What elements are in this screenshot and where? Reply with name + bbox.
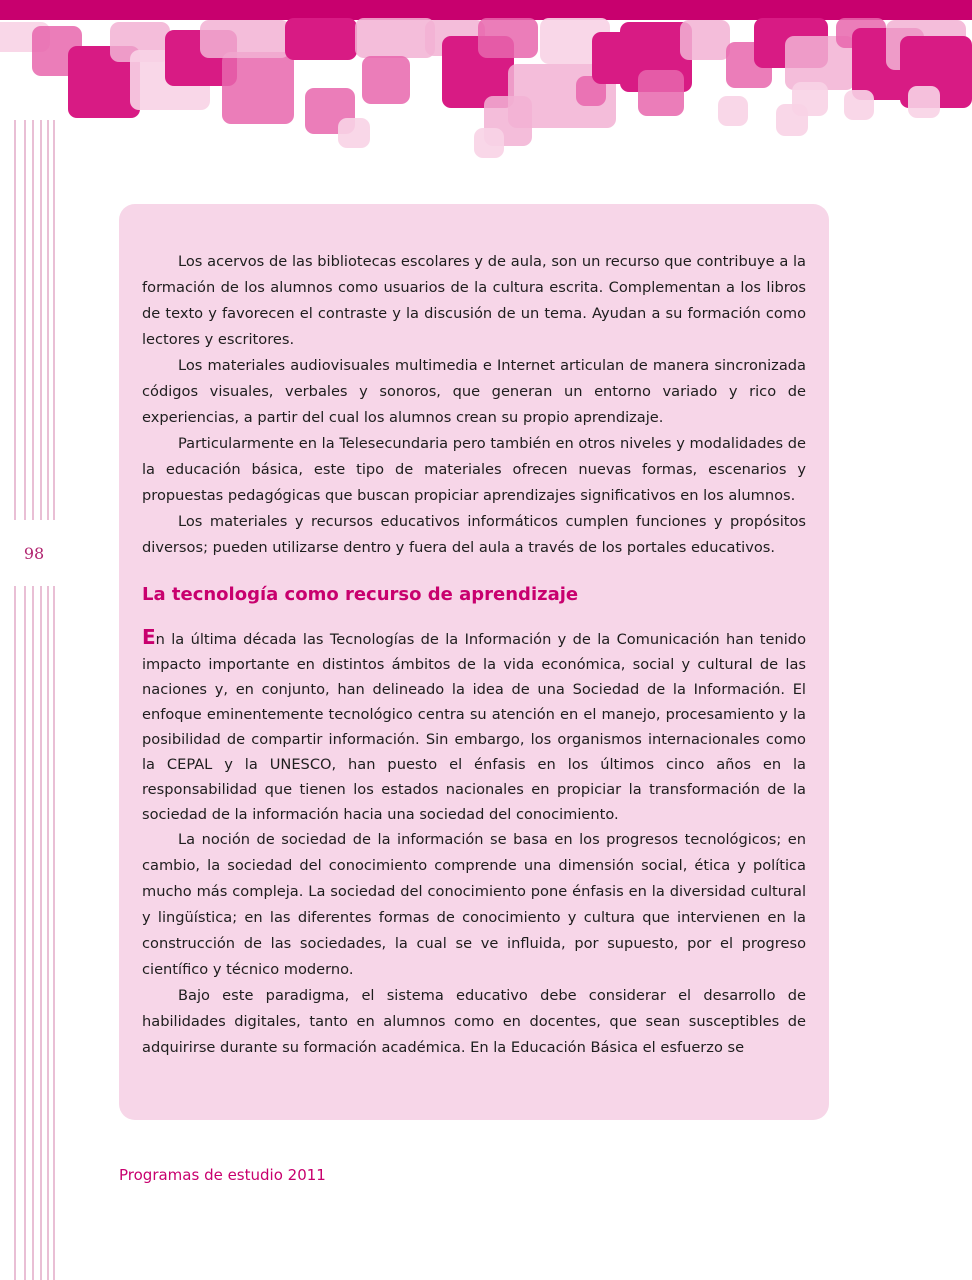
page-number: 98: [23, 544, 45, 563]
main-text: [142, 249, 806, 1061]
section-paragraph-1: [142, 625, 806, 827]
section-title: La tecnología como recurso de aprendizaje: [142, 584, 579, 605]
section-paragraph-3: Bajo este paradigma, el sistema educativo debe considerar el desarrollo de habilidades digitales, tanto en alumnos como en docentes, que sean susceptibles de adquirirse durante su formación académica. En la Educación Básica el esfuerzo se: [142, 987, 806, 1056]
drop-cap: E: [142, 625, 156, 649]
section-paragraph-1-text: n la última década las Tecnologías de la Información y de la Comunicación han tenido impacto importante en distintos ámbitos de la vida económica, social y cultural de las naciones y, en conjunto, han delineado la idea de una Sociedad de la Información. El enfoque eminentemente tecnológico centra su atención en el manejo, procesamiento y la posibilidad de compartir información. Sin embargo, los organismos internacionales como la CEPAL y la UNESCO, han puesto el énfasis en los últimos cinco años en la responsabilidad que tienen los estados nacionales en propiciar la transformación de la sociedad de la información hacia una sociedad del conocimiento.: [142, 631, 806, 823]
intro-paragraph-2: Los materiales audiovisuales multimedia e Internet articulan de manera sincronizada códigos visuales, verbales y sonoros, que generan un entorno variado y rico de experiencias, a partir del cual los alumnos crean su propio aprendizaje.: [142, 357, 806, 426]
section-paragraph-2: La noción de sociedad de la información se basa en los progresos tecnológicos; en cambio, la sociedad del conocimiento comprende una dimensión social, ética y política mucho más compleja. La sociedad del conocimiento pone énfasis en la diversidad cultural y lingüística; en las diferentes formas de conocimiento y cultura que intervienen en la construcción de las sociedades, la cual se ve influida, por supuesto, por el progreso científico y técnico moderno.: [142, 831, 806, 978]
intro-paragraph-4: Los materiales y recursos educativos informáticos cumplen funciones y propósitos diversos; pueden utilizarse dentro y fuera del aula a través de los portales educativos.: [142, 513, 806, 556]
left-stripes: [0, 120, 60, 1280]
decorative-squares-header: [0, 0, 972, 170]
footer-text: Programas de estudio 2011: [119, 1166, 326, 1184]
intro-paragraph-3: Particularmente en la Telesecundaria pero también en otros niveles y modalidades de la educación básica, este tipo de materiales ofrecen nuevas formas, escenarios y propuestas pedagógicas que buscan propiciar aprendizajes significativos en los alumnos.: [142, 435, 806, 504]
intro-paragraph-1: Los acervos de las bibliotecas escolares y de aula, son un recurso que contribuye a la formación de los alumnos como usuarios de la cultura escrita. Complementan a los libros de texto y favorecen el contraste y la discusión de un tema. Ayudan a su formación como lectores y escritores.: [142, 253, 806, 348]
